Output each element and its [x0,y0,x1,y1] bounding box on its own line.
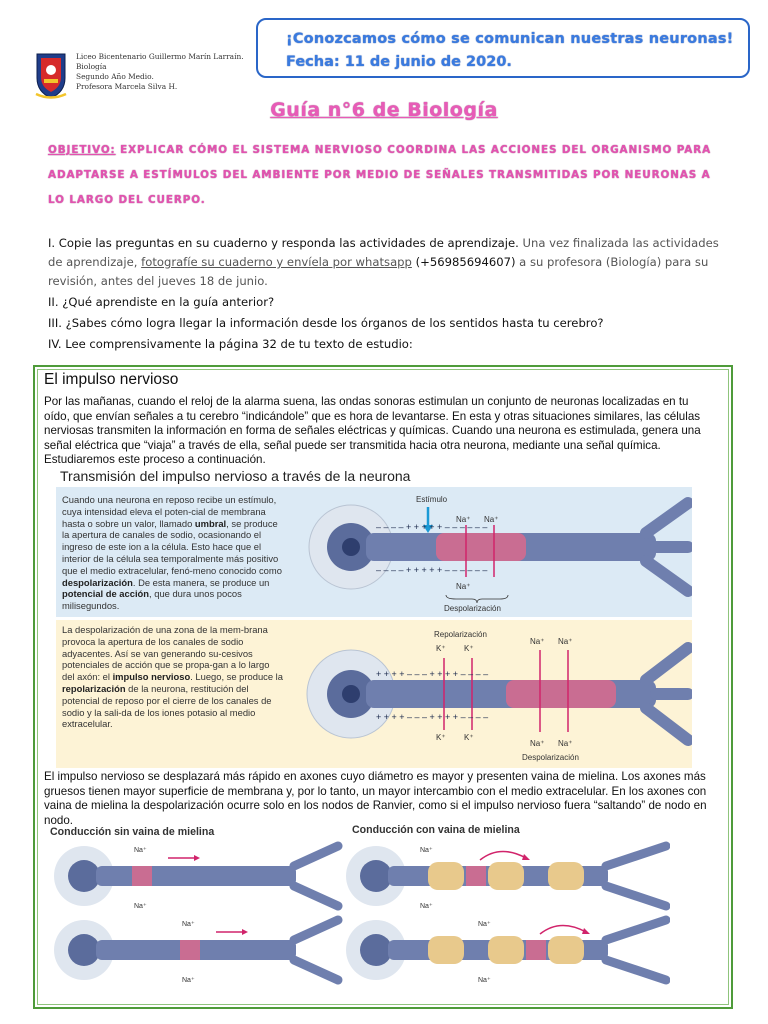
label-na-7: Na⁺ [558,739,573,748]
label-na-6: Na⁺ [530,739,545,748]
svg-text:+ + + + – – – + + + + – – – –: + + + + – – – + + + + – – – – [376,712,489,722]
label-na-8: Na⁺ [134,847,147,854]
objective-text: EXPLICAR CÓMO EL SISTEMA NERVIOSO COORDINA LAS ACCIONES DEL ORGANISMO PARA ADAPTARSE A ESTÍMULOS DEL AMBIENTE POR MEDIO DE SEÑALES TRANSMITIDAS POR NEURONAS A LO LARGO DEL CUERPO. [48,144,712,206]
conduction-without-myelin-diagram [48,838,344,986]
label-na-13: Na⁺ [420,903,433,910]
svg-text:– – – – + + + + + – – – – – –: – – – – + + + + + – – – – – – [376,522,488,532]
svg-text:– – – – + + + + + – – – – – –: – – – – + + + + + – – – – – – [376,565,488,575]
label-na-9: Na⁺ [134,903,147,910]
grade: Segundo Año Medio. [76,72,154,81]
neuron-repolarization-diagram [296,620,692,768]
whatsapp-link-text: fotografíe su cuaderno y envíela por whatsapp [141,255,412,269]
svg-text:+ + + + – – – + + + + – – – –: + + + + – – – + + + + – – – – [376,669,489,679]
label-estimulo: Estímulo [416,495,448,504]
objective-label: OBJETIVO: [48,144,116,156]
school-crest-logo [34,50,68,100]
guide-title: Guía n°6 de Biología [270,99,498,121]
section-title: Transmisión del impulso nervioso a través de la neurona [60,468,411,484]
label-na-4: Na⁺ [530,637,545,646]
label-na-12: Na⁺ [420,847,433,854]
label-k-4: K⁺ [464,733,474,742]
callout-date: Fecha: 11 de junio de 2020. [286,54,512,70]
label-na-11: Na⁺ [182,977,195,984]
depolarization-panel [56,487,692,617]
label-na-14: Na⁺ [478,921,491,928]
panel2-text: La despolarización de una zona de la mem-brana provoca la apertura de los canales de sodio adyacentes. Así se van generando su-cesivos potenciales de acción que se propa-gan a lo largo del axón: el impulso nervioso. Luego, se produce la repolarización de la neurona, restitución del potencial de reposo por el cierre de los canales de sodio y la sali-da de los iones potasio al medio extracelular. [62,624,283,730]
caption-without-myelin: Conducción sin vaina de mielina [50,826,215,838]
instruction-2: II. ¿Qué aprendiste en la guía anterior? [48,295,275,309]
objective [48,138,728,213]
instructions [48,234,728,354]
school-info [76,52,244,92]
label-na-5: Na⁺ [558,637,573,646]
panel1-text: Cuando una neurona en reposo recibe un estímulo, cuya intensidad eleva el poten-cial de membrana hasta o sobre un valor, llamado umbral, se produce la apertura de canales de sodio, ocasionando el ingreso de este ion a la célula. Esto hace que el interior de la célula sea temporalmente más positivo que el medio extracelular, fenó-meno conocido como despolarización. De esta manera, se produce un potencial de acción, que dura unos pocos milisegundos. [62,494,282,612]
teacher: Profesora Marcela Silva H. [76,82,178,91]
conduction-with-myelin-diagram [340,838,670,986]
label-k-2: K⁺ [464,644,474,653]
neuron-depolarization-diagram [296,487,692,617]
label-despolarizacion-2: Despolarización [522,753,579,762]
label-k-1: K⁺ [436,644,446,653]
label-repolarizacion: Repolarización [434,630,487,639]
textbook-heading: El impulso nervioso [44,371,179,388]
label-na-15: Na⁺ [478,977,491,984]
textbook-outro: El impulso nervioso se desplazará más rápido en axones cuyo diámetro es mayor y presenten vaina de mielina. Los axones más gruesos tienen mayor superficie de membrana y, por lo tanto, un mayor intercambio con el medio extracelular. En los axones con vaina de mielina la despolarización ocurre solo en los nodos de Ranvier, como si el impulso nervioso fuera “saltando” de nodo en nodo. [44,770,707,827]
school-name: Liceo Bicentenario Guillermo Marín Larraín. [76,52,244,61]
label-na-10: Na⁺ [182,921,195,928]
repolarization-panel [56,620,692,768]
label-na-1: Na⁺ [456,515,471,524]
instruction-1: I. Copie las preguntas en su cuaderno y responda las actividades de aprendizaje. Una vez finalizada las actividades de aprendizaje, fotografíe su cuaderno y envíela por whatsapp (+56985694607) a su profesora (Biología) para su revisión, antes del jueves 18 de junio. [48,236,719,288]
instruction-4: IV. Lee comprensivamente la página 32 de tu texto de estudio: [48,337,413,351]
label-k-3: K⁺ [436,733,446,742]
subject: Biología [76,62,107,71]
label-despolarizacion: Despolarización [444,604,501,613]
caption-with-myelin: Conducción con vaina de mielina [352,824,520,836]
title-callout-box [256,18,750,78]
callout-headline: ¡Conozcamos cómo se comunican nuestras neuronas! [286,31,734,47]
label-na-3: Na⁺ [456,582,471,591]
label-na-2: Na⁺ [484,515,499,524]
instruction-3: III. ¿Sabes cómo logra llegar la información desde los órganos de los sentidos hasta tu cerebro? [48,316,604,330]
textbook-intro: Por las mañanas, cuando el reloj de la alarma suena, las ondas sonoras estimulan un conjunto de neuronas localizadas en tu oído, que envían señales a tu cerebro “indicándole” que es hora de levantarse. En esta y otras situaciones similares, las células nerviosas transmiten la información en forma de señales eléctricas y químicas. Cuando una neurona es estimulada, genera una señal eléctrica que “viaja” a través de ella, señal puede ser transmitida hacia otra neurona, mediante una señal química. Estudiaremos este proceso a continuación. [44,395,701,466]
